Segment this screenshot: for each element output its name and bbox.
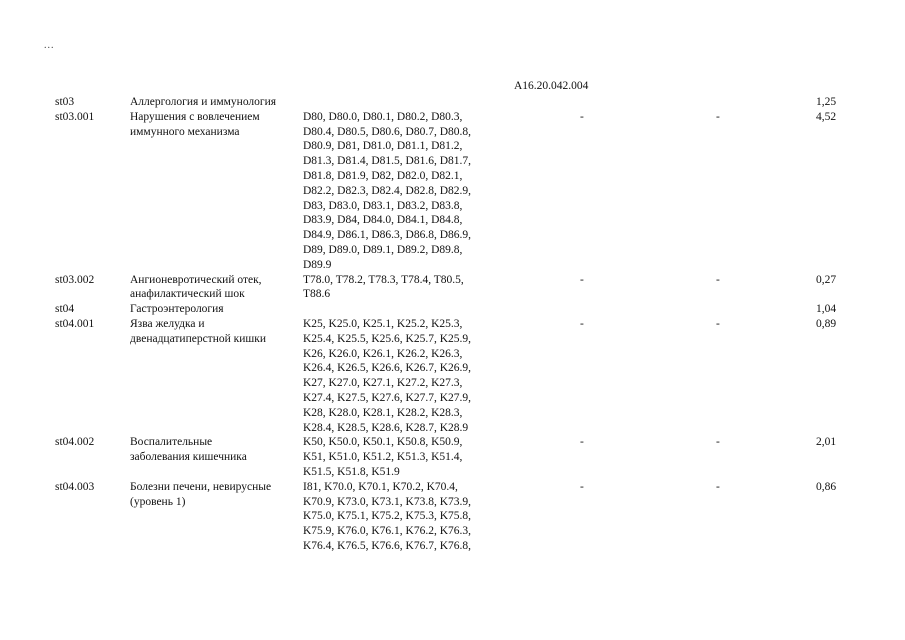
- row-code: st04.002: [55, 436, 95, 449]
- row-code: st04: [55, 303, 75, 316]
- row-dash-1: -: [580, 110, 584, 123]
- row-dash-2: -: [716, 273, 720, 286]
- row-dash-2: -: [716, 317, 720, 330]
- row-dash-2: -: [716, 436, 720, 449]
- row-name: Болезни печени, невирусные (уровень 1): [130, 480, 272, 508]
- row-icd-codes: [303, 95, 503, 110]
- header-code: A16.20.042.004: [514, 80, 589, 92]
- row-icd-codes: D80, D80.0, D80.1, D80.2, D80.3, D80.4, D80.5, D80.6, D80.7, D80.8, D80.9, D81, D81.0, D81.1, D81.2, D81.3, D81.4, D81.5, D81.6, D81.7, D81.8, D81.9, D82, D82.0, D82.1, D82.2, D82.3, D82.4, D82.8, D82.9, D83, D83.0, D83.1, D83.2, D83.8, D83.9, D84, D84.0, D84.1, D84.8, D84.9, D86.1, D86.3, D86.8, D86.9, D89, D89.0, D89.1, D89.2, D89.8, D89.9: [303, 110, 472, 271]
- row-icd-codes: K25, K25.0, K25.1, K25.2, K25.3, K25.4, K25.5, K25.6, K25.7, K25.9, K26, K26.0, K26.1, K26.2, K26.3, K26.4, K26.5, K26.6, K26.7, K26.9, K27, K27.0, K27.1, K27.2, K27.3, K27.4, K27.5, K27.6, K27.7, K27.9, K28, K28.0, K28.1, K28.2, K28.3, K28.4, K28.5, K28.6, K28.7, K28.9: [303, 317, 472, 434]
- row-icd-codes: K50, K50.0, K50.1, K50.8, K50.9, K51, K51.0, K51.2, K51.3, K51.4, K51.5, K51.8, K51.9: [303, 436, 463, 478]
- row-coefficient: 0,86: [816, 480, 837, 493]
- row-coefficient: 4,52: [816, 110, 837, 123]
- row-code: st04.003: [55, 480, 95, 493]
- row-coefficient: 1,04: [816, 303, 837, 316]
- row-coefficient: 1,25: [816, 96, 837, 108]
- row-name: Нарушения с вовлечением иммунного механизма: [130, 110, 260, 138]
- row-code: st03.002: [55, 273, 95, 286]
- row-dash-2: -: [716, 480, 720, 493]
- table-row: [0, 317, 905, 435]
- corner-mark: ...: [44, 40, 55, 51]
- row-dash-1: -: [580, 436, 584, 449]
- row-icd-codes: I81, K70.0, K70.1, K70.2, K70.4, K70.9, K73.0, K73.1, K73.8, K73.9, K75.0, K75.1, K75.2, K75.3, K75.8, K75.9, K76.0, K76.1, K76.2, K76.3, K76.4, K76.5, K76.6, K76.7, K76.8,: [303, 480, 472, 552]
- table-row: [0, 95, 905, 110]
- table-row: [0, 480, 905, 554]
- row-name: Воспалительные заболевания кишечника: [130, 436, 247, 464]
- row-name: Гастроэнтерология: [130, 303, 224, 316]
- row-icd-codes: T78.0, T78.2, T78.3, T78.4, T80.5, T88.6: [303, 273, 464, 301]
- table-row: [0, 435, 905, 479]
- row-name: Аллергология и иммунология: [130, 96, 277, 108]
- row-name: Язва желудка и двенадцатиперстной кишки: [130, 317, 266, 345]
- row-dash-1: -: [580, 273, 584, 286]
- row-icd-codes: [303, 302, 503, 317]
- row-dash-1: -: [580, 317, 584, 330]
- row-coefficient: 0,89: [816, 317, 837, 330]
- row-code: st04.001: [55, 317, 95, 330]
- table-row: [0, 273, 905, 303]
- row-dash-2: -: [716, 110, 720, 123]
- row-dash-1: -: [580, 480, 584, 493]
- table-row: [0, 302, 905, 317]
- row-name: Ангионевротический отек, анафилактический шок: [130, 273, 262, 301]
- row-code: st03: [55, 96, 75, 108]
- row-coefficient: 0,27: [816, 273, 837, 286]
- table-row: [0, 110, 905, 273]
- tariff-table: [0, 95, 905, 554]
- row-code: st03.001: [55, 110, 95, 123]
- row-coefficient: 2,01: [816, 436, 837, 449]
